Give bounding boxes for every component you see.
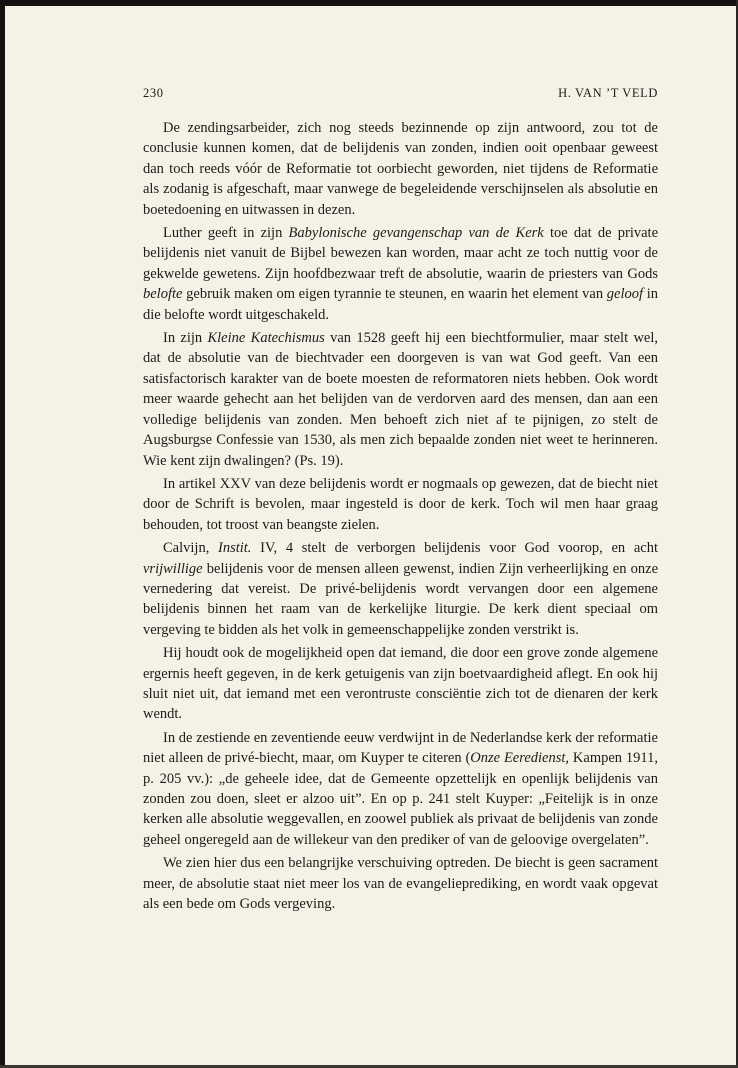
paragraph xyxy=(143,643,658,725)
text-run: Luther geeft in zijn xyxy=(163,225,289,242)
text-run: Calvijn, xyxy=(163,540,218,557)
paragraph xyxy=(143,728,658,850)
paragraph xyxy=(143,328,658,471)
running-head xyxy=(143,86,658,108)
book-page xyxy=(143,86,658,914)
text-run: Hij houdt ook de mogelijkheid open dat iemand, die door een grove zonde algemene ergernis heeft gegeven, in de kerk getuigenis van zijn boetvaardigheid aflegt. En ook hij sluit niet uit, dat iemand met een verontruste consciëntie zich tot de dienaren der kerk wendt. xyxy=(143,645,658,723)
italic-text: Kleine Katechismus xyxy=(207,330,325,347)
italic-text: Babylonische gevangenschap van de Kerk xyxy=(288,225,544,242)
scan-edge-top xyxy=(0,0,738,6)
italic-text: Instit. xyxy=(218,540,252,557)
running-title: H. VAN ’T VELD xyxy=(558,86,658,100)
text-run: Kampen 1911, p. 205 vv.): „de geheele idee, dat de Gemeente opzettelijk en openlijk belijdenis van zonden zou doen, sleet er alzoo uit”. En op p. 241 stelt Kuyper: „Feitelijk is in onze kerken alle absolutie weggevallen, en zoowel publiek als privaat de belijdenis van zonde geheel ongeregeld aan de willekeur van den prediker of van de geloovige overgelaten”. xyxy=(143,750,658,848)
text-run: van 1528 geeft hij een biechtformulier, maar stelt wel, dat de absolutie van de biechtvader een doorgeven is van wat God geeft. Van een satisfactorisch karakter van de boete moesten de reformatoren niets hebben. Ook wordt meer waarde gehecht aan het belijden van de verdorven aard des mensen, dan aan een volledige belijdenis van zonden. Men behoeft zich niet af te pijnigen, zo stelt de Augsburgse Confessie van 1530, als men zich bepaalde zonden niet weet te herinneren. Wie kent zijn dwalingen? (Ps. 19). xyxy=(143,330,659,469)
text-run: In zijn xyxy=(163,330,208,347)
paragraph xyxy=(143,538,658,640)
text-run: In artikel XXV van deze belijdenis wordt er nogmaals op gewezen, dat de biecht niet door de Schrift is bevolen, maar ingesteld is door de kerk. Toch wil men haar graag behouden, tot troost van beangste zielen. xyxy=(143,475,658,533)
paragraph xyxy=(143,223,658,325)
paragraph xyxy=(143,118,658,220)
page-number: 230 xyxy=(143,86,164,100)
italic-text: belofte xyxy=(143,286,183,303)
text-run: IV, 4 stelt de verborgen belijdenis voor God voorop, en acht xyxy=(251,540,658,557)
text-run: toe dat de private belijdenis niet vanuit de Bijbel bewezen kan worden, maar acht ze toch nuttig voor de gekwelde gewetens. Zijn hoofdbezwaar treft de absolutie, waarin de priesters van Gods xyxy=(143,225,659,282)
text-run: We zien hier dus een belangrijke verschuiving optreden. De biecht is geen sacrament meer, de absolutie staat niet meer los van de evangelieprediking, en wordt vaak opgevat als een bede om Gods vergeving. xyxy=(143,855,658,913)
text-run: in die belofte wordt uitgeschakeld. xyxy=(143,286,658,323)
italic-text: vrijwillige xyxy=(143,560,203,577)
text-run: In de zestiende en zeventiende eeuw verdwijnt in de Nederlandse kerk der reformatie niet alleen de privé-biecht, maar, om Kuyper te citeren ( xyxy=(143,729,658,767)
italic-text: Onze Eeredienst, xyxy=(470,750,570,767)
scan-edge-left xyxy=(0,0,5,1068)
text-run: De zendingsarbeider, zich nog steeds bezinnende op zijn antwoord, zou tot de conclusie kunnen komen, dat de belijdenis van zonden, indien ooit openbaar geweest dan toch reeds vóór de Reformatie tot oorbiecht geworden, niet tijdens de Reformatie als zodanig is afgeschaft, maar vanwege de begeleidende verschijnselen als absolutie en boetedoening en uitwassen in dezen. xyxy=(143,120,658,218)
text-run: gebruik maken om eigen tyrannie te steunen, en waarin het element van xyxy=(182,286,607,303)
italic-text: geloof xyxy=(606,286,644,303)
body-text xyxy=(143,118,658,914)
paragraph xyxy=(143,474,658,535)
paragraph xyxy=(143,853,658,914)
text-run: belijdenis voor de mensen alleen gewenst, indien Zijn verheerlijking en onze vernedering dat vereist. De privé-belijdenis wordt vervangen door een algemene belijdenis binnen het raam van de kerkelijke liturgie. De kerk dient speciaal om vergeving te bidden als het volk in gemeenschappelijke zonden verstrikt is. xyxy=(143,560,658,638)
